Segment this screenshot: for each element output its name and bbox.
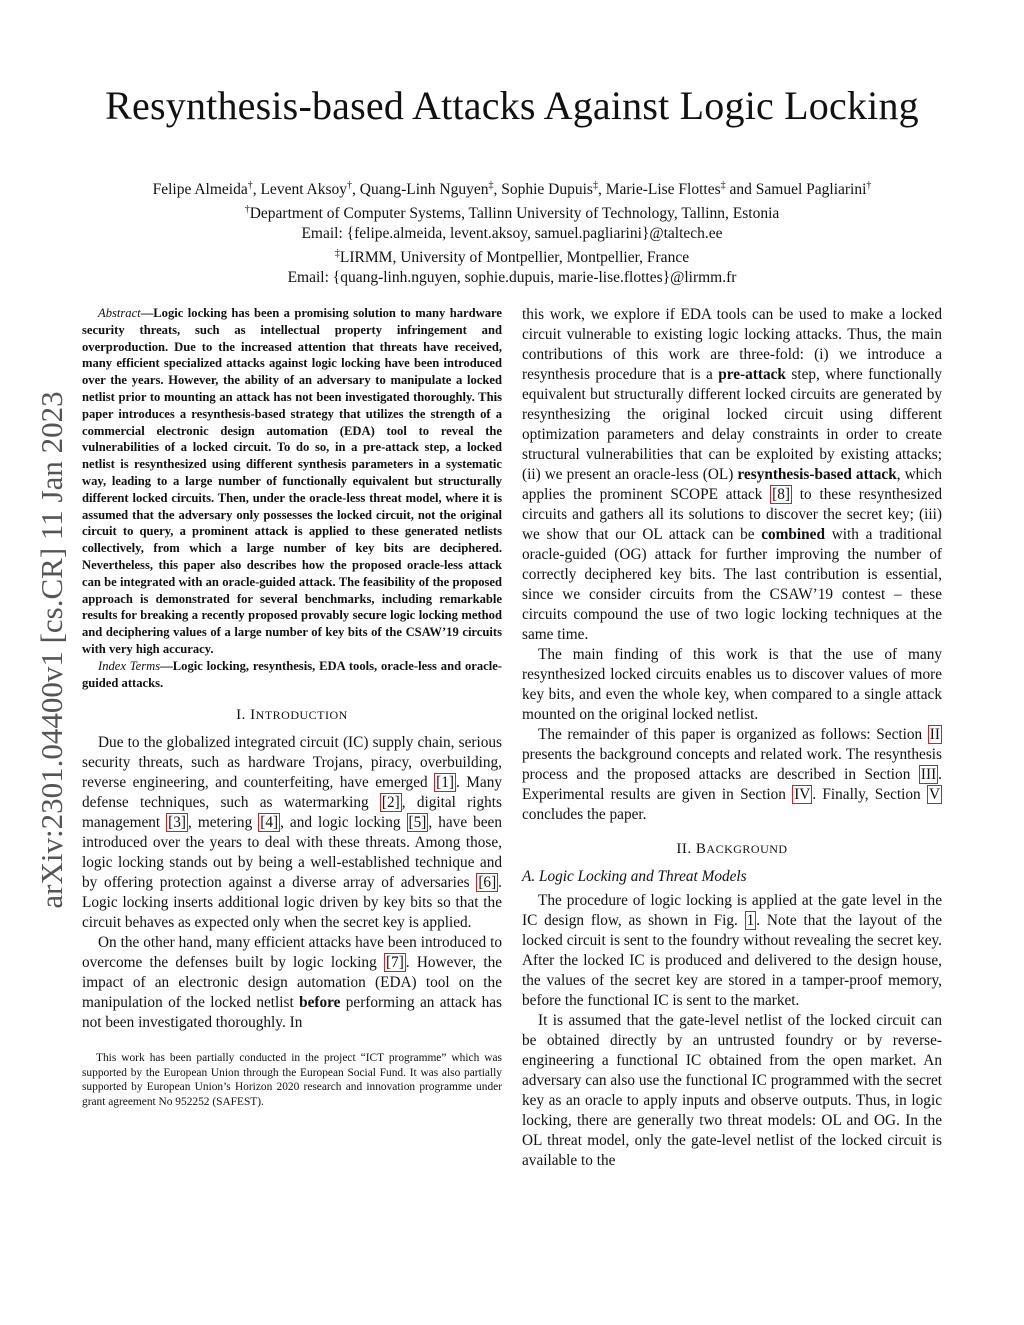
author-name: Sophie Dupuis [501,181,593,199]
index-terms-text: —Logic locking, resynthesis, EDA tools, oracle-less and oracle-guided attacks. [82,658,503,690]
body-paragraph: The main finding of this work is that the use of many resynthesized locked circuits enables us to discover values of more key bits, and even the whole key, when compared to a single attack mounted on the original locked netlist. [522,646,942,723]
section-number: I. [236,707,251,724]
section-initial: B [695,841,707,857]
text-run: , and logic locking [280,814,407,832]
bold-text: before [299,994,341,1012]
section-title-rest: ACKGROUND [706,842,788,856]
author-separator: , [493,181,502,199]
paper-title: Resynthesis-based Attacks Against Logic Locking [105,83,919,128]
text-run: . Logic locking inserts additional logic driven by key bits so that the circuit behaves as expected only when the secret key is applied. [82,874,502,932]
text-run: . Experimental results are given in Section [522,766,942,803]
text-run: step, where functionally equivalent but structurally different locked circuits are generated by resynthesizing the original locked circuit using different optimization parameters and delay constraints in order to create structural vulnerabilities that can be exploited by existing attacks; (ii) we present an oracle-less (OL) [522,366,942,483]
affiliation-line [0,200,1024,224]
index-terms [82,658,502,692]
body-paragraph [522,891,942,1011]
author-list [0,176,1024,200]
affiliation-text: Email: {felipe.almeida, levent.aksoy, samuel.pagliarini}@taltech.ee [301,225,723,243]
body-paragraph: It is assumed that the gate-level netlist of the locked circuit can be obtained directly by an untrusted foundry or by reverse-engineering a functional IC obtained from the open market. An adversary can also use the functional IC programmed with the secret key as an oracle to apply inputs and observe outputs. Thus, in logic locking, there are generally two threat models: OL and OG. In the OL threat model, only the gate-level netlist of the locked circuit is available to the [522,1012,942,1169]
text-run: . Many defense techniques, such as watermarking [82,774,502,812]
section-link[interactable]: III [920,766,937,783]
abstract [82,305,502,691]
figure-link[interactable]: 1 [746,912,755,929]
body-paragraph [82,933,502,1033]
affiliation-text: Email: {quang-linh.nguyen, sophie.dupuis, marie-lise.flottes}@lirmm.fr [287,269,737,287]
text-run: , digital rights management [82,794,502,832]
affiliation-text: LIRMM, University of Montpellier, Montpellier, France [339,249,690,267]
text-run: , which applies the prominent SCOPE attack [522,466,942,503]
text-run: concludes the paper. [522,806,647,823]
text-run: presents the background concepts and related work. The resynthesis process and the proposed attacks are described in Section [522,746,942,783]
footnote-text: This work has been partially conducted in the project “ICT programme” which was supported by the European Union through the European Social Fund. It was also partially supported by European Union’s Horizon 2020 research and innovation programme under grant agreement No 952252 (SAFEST). [82,1052,502,1108]
text-run: . However, the impact of an electronic design automation (EDA) tool on the manipulation of the locked netlist [82,954,503,1012]
body-paragraph [522,305,942,645]
author-mark: ‡ [592,180,598,191]
subsection-heading: A. Logic Locking and Threat Models [522,868,747,885]
section-heading-background [522,839,942,859]
author-separator: , [352,181,360,199]
section-heading-introduction [82,705,502,725]
text-run: this work, we explore if EDA tools can be used to make a locked circuit vulnerable to existing logic locking attacks. Thus, the main contributions of this work are three-fold: (i) we introduce a resynthesis procedure that is a [522,306,942,383]
bold-text: pre-attack [718,366,786,383]
author-mark: † [347,180,352,191]
citation-link[interactable]: [5] [408,814,427,832]
text-run: Due to the globalized integrated circuit (IC) supply chain, serious security threats, such as hardware Trojans, piracy, overbuilding, reverse engineering, and counterfeiting, have emerged [82,734,502,792]
affiliation-text: Department of Computer Systems, Tallinn University of Technology, Tallinn, Estonia [249,205,780,223]
section-link[interactable]: II [929,726,940,743]
text-run: . Finally, Section [812,786,927,803]
bold-text: combined [761,526,825,543]
right-column [522,305,942,1171]
author-separator: , [252,181,261,199]
abstract-label: Abstract [98,306,141,320]
citation-link[interactable]: [3] [168,814,187,832]
author-block [0,176,1024,288]
abstract-text: —Logic locking has been a promising solution to many hardware security threats, such as intellectual property infringement and overproduction. Due to the increased attention that threats have received, many efficient specialized attacks against logic locking have been introduced over the years. However, the ability of an adversary to manipulate a locked netlist prior to mounting an attack has not been investigated thoroughly. This paper introduces a resynthesis-based strategy that utilizes the strength of a commercial electronic design automation (EDA) tool to reveal the vulnerabilities of a locked circuit. To do so, in a pre-attack step, a locked netlist is resynthesized using different synthesis parameters in a systematic way, leading to a large number of functionally equivalent but structurally different locked circuits. Then, under the oracle-less threat model, where it is assumed that the adversary only possesses the locked circuit, not the original circuit to query, a prominent attack is applied to these generated netlists collectively, from which a large number of key bits are deciphered. Nevertheless, this paper also describes how the proposed oracle-less attack can be integrated with an oracle-guided attack. The feasibility of the proposed approach is demonstrated for several benchmarks, including remarkable results for breaking a recently proposed provably secure logic locking method and deciphering values of a large number of key bits of the CSAW’19 circuits with very high accuracy. [82,306,502,656]
left-column [82,305,502,1109]
email-line [0,268,1024,288]
text-run: The procedure of logic locking is applied at the gate level in the IC design flow, as shown in Fig. [522,892,942,929]
author-separator: and [725,181,756,199]
citation-link[interactable]: [6] [478,874,497,892]
affiliation-mark: ‡ [334,248,340,260]
author-mark: † [247,180,253,191]
author-mark: ‡ [720,180,726,191]
citation-link[interactable]: [4] [260,814,279,832]
section-title-rest: NTRODUCTION [255,708,348,723]
text-run: , metering [188,814,259,832]
author-mark: ‡ [488,180,494,191]
citation-link[interactable]: [8] [772,486,790,503]
text-run: The remainder of this paper is organized as follows: Section [538,726,928,743]
author-name: Felipe Almeida [152,181,248,199]
index-terms-label: Index Terms [98,658,161,673]
footnote [82,1051,502,1109]
author-separator: , [597,181,606,199]
bold-text: resynthesis-based attack [737,466,897,483]
text-run: with a traditional oracle-guided (OG) attack for further improving the number of correctly deciphered key bits. The last contribution is essential, since we consider circuits from the CSAW’19 contest – these circuits compound the use of two logic locking techniques at the same time. [522,526,942,643]
citation-link[interactable]: [2] [381,794,400,812]
section-link[interactable]: V [928,786,940,803]
text-run: performing an attack has not been investigated thoroughly. In [82,994,502,1032]
text-run: , have been introduced over the years to deal with these threats. Among those, logic locking stands out by being a well-established technique and by offering protection against a diverse array of adversaries [82,814,502,892]
arxiv-identifier: arXiv:2301.04400v1 [cs.CR] 11 Jan 2023 [34,391,69,909]
body-paragraph [82,733,502,933]
author-mark: † [866,180,872,191]
affiliation-mark: † [244,204,250,216]
author-name: Samuel Pagliarini [755,181,867,199]
email-line [0,224,1024,244]
section-initial: I [250,707,256,724]
text-run: On the other hand, many efficient attacks have been introduced to overcome the defenses built by logic locking [82,934,502,972]
author-name: Levent Aksoy [260,181,347,199]
author-name: Quang-Linh Nguyen [359,181,489,199]
citation-link[interactable]: [1] [436,774,454,792]
citation-link[interactable]: [7] [385,954,404,972]
author-name: Marie-Lise Flottes [605,181,721,199]
section-link[interactable]: IV [794,786,811,803]
abstract-paragraph [82,305,502,658]
text-run: . Note that the layout of the locked circuit is sent to the foundry without revealing the secret key. After the locked IC is produced and delivered to the design house, the values of the secret key are stored in a tamper-proof memory, before the functional IC is sent to the market. [522,912,942,1009]
section-number: II. [676,841,696,857]
affiliation-line [0,244,1024,268]
body-paragraph [522,725,942,825]
text-run: to these resynthesized circuits and gathers all its solutions to discover the secret key; (iii) we show that our OL attack can be [522,486,943,543]
